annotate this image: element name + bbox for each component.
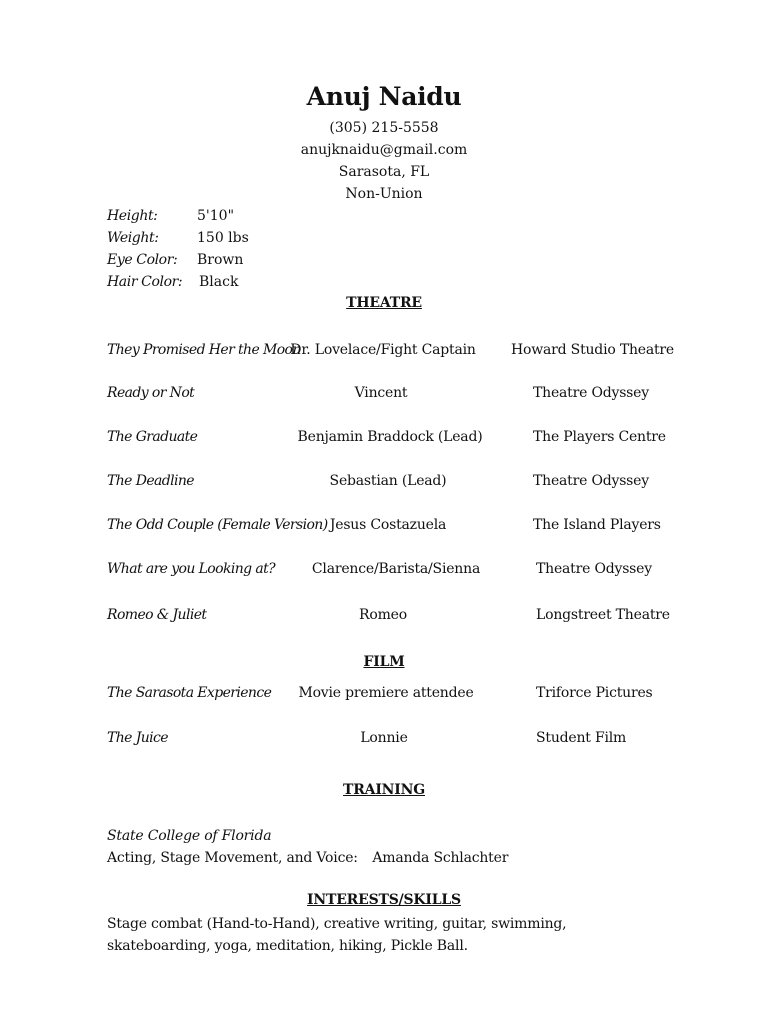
credit-title: The Deadline	[107, 473, 194, 489]
training-heading: TRAINING	[343, 782, 425, 798]
credit-role: Clarence/Barista/Sienna	[311, 561, 481, 577]
credit-role: Movie premiere attendee	[298, 685, 474, 701]
credit-role: Romeo	[359, 607, 407, 623]
credit-role: Dr. Lovelace/Fight Captain	[290, 342, 476, 358]
training-subjects: Acting, Stage Movement, and Voice:	[107, 850, 358, 866]
attribute-value: 150 lbs	[197, 230, 249, 246]
credit-venue: Howard Studio Theatre	[511, 342, 675, 358]
credit-title: They Promised Her the Moon	[107, 342, 301, 358]
credit-title: Romeo & Juliet	[107, 607, 207, 623]
phone-number: (305) 215-5558	[329, 120, 439, 136]
credit-title: The Sarasota Experience	[107, 685, 272, 701]
actor-name: Anuj Naidu	[306, 82, 462, 111]
attribute-value: Brown	[197, 252, 244, 268]
film-heading: FILM	[363, 654, 405, 670]
skills-text: Stage combat (Hand-to-Hand), creative writing, guitar, swimming, skateboarding, yoga, meditation, hiking, Pickle Ball.	[107, 916, 567, 954]
attribute-label: Eye Color:	[107, 252, 178, 268]
credit-venue: The Island Players	[533, 517, 661, 533]
credit-role: Benjamin Braddock (Lead)	[297, 429, 483, 445]
attribute-label: Height:	[107, 208, 158, 224]
training-school: State College of Florida	[107, 828, 272, 844]
attribute-value: Black	[199, 274, 239, 290]
credit-venue: Student Film	[536, 730, 627, 746]
credit-role: Lonnie	[360, 730, 408, 746]
skills-heading: INTERESTS/SKILLS	[307, 892, 461, 908]
attribute-label: Hair Color:	[107, 274, 183, 290]
credit-role: Jesus Costazuela	[329, 517, 447, 533]
credit-venue: Theatre Odyssey	[536, 561, 652, 577]
credit-title: The Graduate	[107, 429, 198, 445]
credit-role: Vincent	[354, 385, 408, 401]
theatre-heading: THEATRE	[346, 295, 422, 311]
attribute-label: Weight:	[107, 230, 159, 246]
credit-title: What are you Looking at?	[107, 561, 276, 577]
training-details	[107, 847, 508, 869]
credit-venue: Theatre Odyssey	[533, 385, 649, 401]
credit-venue: The Players Centre	[533, 429, 666, 445]
credit-venue: Longstreet Theatre	[536, 607, 670, 623]
credit-role: Sebastian (Lead)	[329, 473, 447, 489]
credit-venue: Triforce Pictures	[536, 685, 653, 701]
location: Sarasota, FL	[338, 164, 430, 180]
credit-title: The Odd Couple (Female Version)	[107, 517, 328, 533]
attribute-value: 5'10"	[197, 208, 235, 224]
union-status: Non-Union	[345, 186, 423, 202]
email-address: anujknaidu@gmail.com	[300, 142, 468, 158]
training-instructor: Amanda Schlachter	[372, 850, 509, 866]
credit-title: The Juice	[107, 730, 168, 746]
credit-venue: Theatre Odyssey	[533, 473, 649, 489]
credit-title: Ready or Not	[107, 385, 195, 401]
